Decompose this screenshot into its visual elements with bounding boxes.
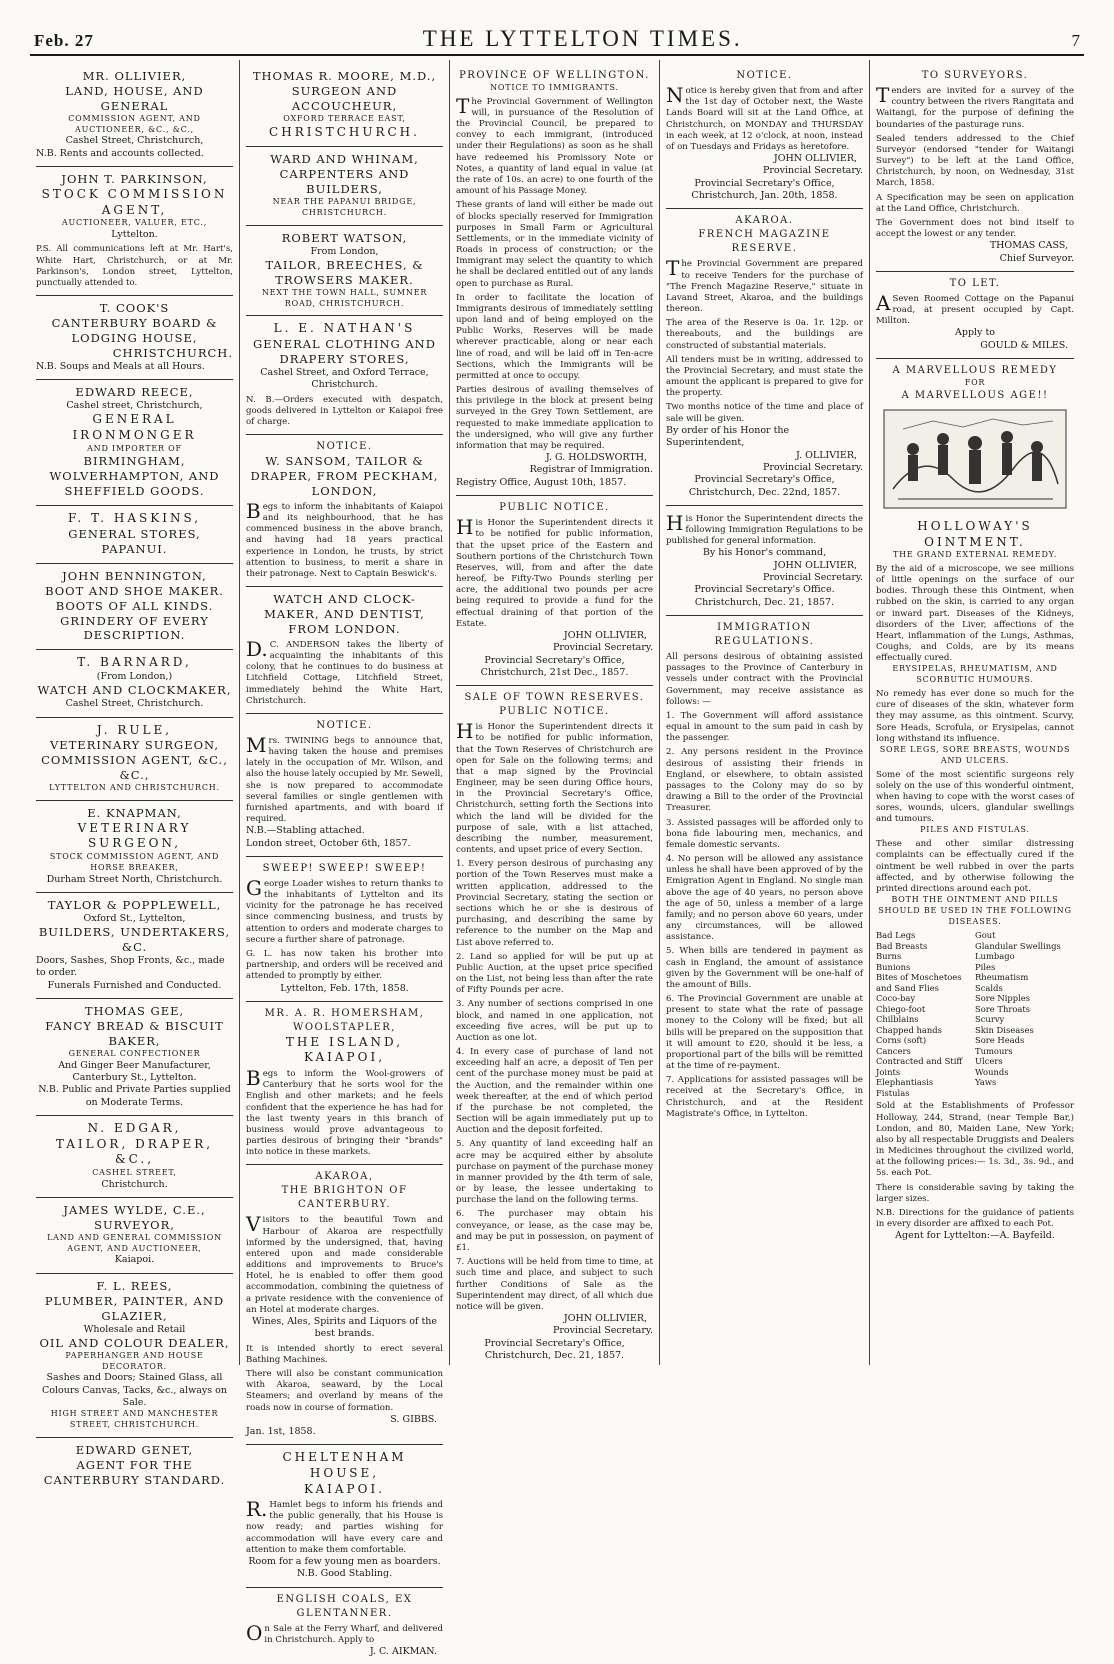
notice-text: Parties desirous of availing themselves of this privilege in the block at present being surveyed in the Grey Town Settlement, are requested to make immediate application to the undersigned, who will give any further information that may be required.: [456, 385, 653, 451]
notice-sale-reserves: [456, 686, 653, 1368]
ad-note: N.B. Good Stabling.: [296, 1568, 393, 1580]
list-item: Fistulas: [876, 1087, 910, 1098]
ad-olivier: [36, 64, 233, 167]
list-item: Bad Breasts: [876, 940, 928, 951]
engraving-illustration: [883, 409, 1067, 509]
ad-subheading: PILES AND FISTULAS.: [920, 825, 1030, 835]
notice-signature-title: Provincial Secretary.: [762, 572, 863, 584]
ad-trade: STOCK COMMISSION AGENT,: [41, 187, 228, 217]
notice-public: [456, 496, 653, 686]
ad-name: TAYLOR & POPPLEWELL,: [47, 897, 222, 912]
page-header: [30, 26, 1084, 56]
ad-address: Cashel Street, and Oxford Terrace, Christchurch.: [260, 366, 429, 391]
ad-line: Room for a few young men as boarders.: [248, 1556, 441, 1567]
ad-name: N. EDGAR,: [87, 1121, 182, 1136]
list-item: Sore Nipples: [975, 993, 1031, 1004]
ad-town: CHRISTCHURCH.: [269, 124, 420, 139]
notice-text: 1. Every person desirous of purchasing any portion of the Town Reserves must make a written application, addressed to the Provincial Secretary, stating the section or sections which he or she is desirous of purchasing, and describing the same by reference to the number on the Map and List above referred to.: [456, 859, 653, 948]
ad-address: Canterbury St., Lyttelton.: [72, 1072, 197, 1083]
notice-signature-title: Registrar of Immigration.: [529, 464, 653, 476]
list-item: Scalds: [975, 982, 1003, 993]
ad-trade: BUILDERS, UNDERTAKERS, &C.: [38, 925, 231, 955]
ad-edgar: [36, 1116, 233, 1198]
ad-trade: VETERINARY SURGEON, COMMISSION AGENT, &C., &C.,: [41, 738, 228, 783]
ad-heading: SWEEP! SWEEP! SWEEP!: [262, 862, 427, 874]
list-item: Sore Throats: [975, 1003, 1031, 1014]
ad-gee: [36, 999, 233, 1116]
notice-text: 4. No person will be allowed any assistance unless he shall have been approved of by the Emigration Agent in England. No single man above the age of 40 years, no person above the age of 50, unless a member of a large family; and no person above 60 years, under any circumstances, will be allowed assistance.: [666, 854, 863, 943]
list-item: Scurvy: [975, 1014, 1005, 1025]
ad-name: WARD AND WHINAM,: [270, 152, 419, 167]
ad-rees: [36, 1274, 233, 1438]
ad-name: JAMES WYLDE, C.E.,: [63, 1202, 206, 1217]
notice-line: By order of his Honor the Superintendent,: [666, 424, 790, 449]
ad-trade: VETERINARY SURGEON,: [77, 820, 192, 851]
ad-trade: AGENT FOR THE CANTERBURY STANDARD.: [43, 1458, 226, 1487]
notice-text: His Honor the Superintendent directs it to be notified for public information, that the upset price of the Eastern and Southern portions of the Christchurch Town Reserves, will, from and after the date hereof, be Fifty-Two Pounds sterling per acre, the additional two pounds per acre being required to provide a fund for the effectual draining of that portion of the Estate.: [456, 515, 653, 629]
ad-subheading: THE GRAND EXTERNAL REMEDY.: [892, 550, 1058, 560]
ad-trade: SURGEON AND ACCOUCHEUR,: [291, 83, 398, 113]
ad-heading: WATCH AND CLOCK-MAKER, AND DENTIST, FROM LONDON.: [264, 592, 425, 636]
ad-name: EDWARD REECE,: [75, 385, 194, 400]
ad-nathan: [246, 316, 443, 435]
ad-moore: [246, 64, 443, 147]
list-item: Chiego-foot: [876, 1003, 926, 1014]
ad-name: MR. OLLIVIER,: [82, 69, 187, 83]
notice-date: Provincial Secretary's Office, Christchurch, Jan. 20th, 1858.: [691, 177, 838, 202]
ad-name: E. KNAPMAN,: [87, 805, 182, 820]
notice-signature: JOHN OLLIVIER,: [563, 629, 647, 641]
notice-subheading: PUBLIC NOTICE.: [499, 706, 610, 718]
notice-text: A Specification may be seen on application at the Land Office, Christchurch.: [876, 192, 1074, 214]
ad-subheading: THE BRIGHTON OF CANTERBURY.: [281, 1185, 408, 1211]
ad-role: STOCK COMMISSION AGENT, AND HORSE BREAKER,: [49, 851, 220, 872]
notice-text: These grants of land will either be made out of blocks specially reserved for Immigration purposes in Small Farm or Agricultural Settlements, or in the immediate vicinity of Roads in process of construction; or the Immigrant may select the quantity to which he shall be declared entitled out of any lands open to purchase as Rural.: [456, 200, 653, 289]
notice-heading: PUBLIC NOTICE.: [499, 502, 610, 514]
list-item: Yaws: [975, 1077, 997, 1088]
ad-heading: NOTICE.: [316, 719, 373, 731]
ad-line: OIL AND COLOUR DEALER,: [39, 1335, 230, 1350]
notice-signature-title: Chief Surveyor.: [999, 252, 1074, 264]
ad-note: Doors, Sashes, Shop Fronts, &c., made to order.: [36, 955, 225, 979]
ad-line: Wines, Ales, Spirits and Liquors of the best brands.: [251, 1315, 438, 1340]
notice-magazine: [666, 209, 863, 505]
column-1: [30, 60, 240, 1487]
ad-heading: MR. A. R. HOMERSHAM, WOOLSTAPLER,: [264, 1007, 425, 1033]
notice-signature-title: Provincial Secretary.: [762, 165, 863, 177]
ad-role: AND IMPORTER OF: [87, 443, 182, 453]
ad-address: NEAR THE PAPANUI BRIDGE,: [272, 197, 417, 207]
ad-name: J. RULE,: [96, 722, 173, 737]
ad-note: P.S. All communications left at Mr. Hart's, White Hart, Christchurch, or at Mr. Parkinson's, London street, Lyttelton, punctually attended to.: [36, 244, 233, 288]
ad-note: N.B.—Stabling attached.: [246, 825, 365, 837]
notice-text: 2. Land so applied for will be put up at Public Auction, at the upset price specified on the List, not being less than after the rate of Fifty Pounds per acre.: [456, 951, 653, 996]
notice-text: The Provincial Government are prepared to receive Tenders for the purchase of "The French Magazine Reserve," situate in Lavand Street, Akaroa, and the buildings thereon.: [666, 256, 863, 315]
ad-bennington: [36, 564, 233, 651]
ad-homersham: [246, 1002, 443, 1166]
ad-name: THOMAS GEE,: [84, 1004, 185, 1019]
list-item: Chapped hands: [876, 1024, 942, 1035]
ad-trade: FANCY BREAD & BISCUIT BAKER,: [45, 1018, 224, 1048]
notice-text: His Honor the Superintendent directs the following Immigration Regulations to be published for general information.: [666, 510, 863, 547]
ad-date: Jan. 1st, 1858.: [246, 1426, 316, 1438]
ad-taylor: [36, 893, 233, 999]
ad-rule: [36, 718, 233, 801]
notice-text: The Government does not bind itself to accept the lowest or any tender.: [876, 217, 1074, 240]
notice-text: 7. Applications for assisted passages will be received at the Secretary's Office, in Christchurch, and at the Resident Magistrate's Office, in Lyttelton.: [666, 1075, 863, 1119]
ad-note: Sashes and Doors; Stained Glass, all Colours Canvas, Tacks, &c., always on Sale.: [42, 1372, 227, 1409]
ad-name: HOLLOWAY'S OINTMENT.: [917, 518, 1033, 549]
ad-genet: [36, 1438, 233, 1494]
notice-text: 7. Auctions will be held from time to time, at such time and place, and subject to such further Conditions of Sale as the Superintendent may direct, of all which due notice will be given.: [456, 1257, 653, 1312]
ad-note: G. L. has now taken his brother into partnership, and orders will be received and attended to promptly by either.: [246, 948, 443, 982]
notice-text: All tenders must be in writing, addressed to the Provincial Secretary, and must state the amount the applicant is prepared to give for the property.: [666, 354, 863, 399]
list-item: Wounds: [975, 1066, 1009, 1077]
ad-name: ROBERT WATSON,: [281, 230, 408, 245]
ad-line: GRINDERY OF EVERY DESCRIPTION.: [60, 613, 209, 643]
ad-name: JOHN T. PARKINSON,: [61, 172, 208, 187]
notice-heading: TO SURVEYORS.: [921, 70, 1029, 81]
ad-line: Apply to: [955, 327, 995, 339]
ad-address: PAPANUI.: [101, 541, 168, 556]
ad-from: (From London,): [96, 670, 173, 682]
ad-coals: [246, 1588, 443, 1664]
ad-address: Lyttelton.: [111, 229, 158, 241]
ad-role: LAND AND GENERAL COMMISSION AGENT, AND AUCTIONEER,: [47, 1232, 222, 1253]
notice-wellington: [456, 64, 653, 496]
column-2: [240, 60, 450, 1658]
ad-tagline: A MARVELLOUS AGE!!: [901, 389, 1049, 401]
notice-heading: SALE OF TOWN RESERVES.: [464, 692, 645, 704]
ad-to-let: [876, 272, 1074, 359]
ad-cheltenham: [246, 1445, 443, 1587]
ad-name: F. L. REES,: [96, 1278, 173, 1293]
notice-line: By his Honor's command,: [702, 547, 827, 559]
ad-text: Begs to inform the Wool-growers of Canterbury that he sorts wool for the English and other markets; and he feels confident that the experience he has had for the last twenty years in this branch of business would prove advantageous to parties desirous of bringing their "brands" into notice in these markets.: [246, 1066, 443, 1158]
list-item: Bunions: [876, 961, 911, 972]
ad-heading: CHELTENHAM HOUSE,: [282, 1450, 407, 1480]
column-4: [660, 60, 870, 1365]
ad-text: There is considerable saving by taking the larger sizes.: [876, 1182, 1074, 1204]
list-item: Lumbago: [975, 951, 1015, 962]
ad-address: Cashel street, Christchurch,: [66, 400, 203, 412]
ad-subheading: BOTH THE OINTMENT AND PILLS SHOULD BE USED IN THE FOLLOWING DISEASES.: [878, 895, 1072, 926]
ad-address: Oxford St., Lyttelton,: [83, 912, 186, 924]
notice-date: Provincial Secretary's Office, Christchurch, 21st Dec., 1857.: [480, 654, 629, 678]
ad-address: Kaiapoi.: [114, 1254, 155, 1266]
list-item: Sore Heads: [975, 1035, 1025, 1046]
notice-signature-title: Provincial Secretary.: [762, 461, 863, 473]
list-item: Coco-bay: [876, 993, 916, 1004]
notice-text: 1. The Government will afford assistance equal in amount to the sum paid in cash by the passenger.: [666, 710, 863, 744]
ad-role: GENERAL CONFECTIONER: [68, 1048, 201, 1058]
ad-town: CHRISTCHURCH.: [301, 207, 387, 217]
ad-knapman: [36, 801, 233, 893]
disease-list: [876, 930, 1074, 1098]
ad-text: Visitors to the beautiful Town and Harbour of Akaroa are respectfully informed by the undersigned, that, having entered upon and made considerable additions and improvements to Bruce's Hotel, he is enabled to offer them good accommodation, combining the quietness of a private residence with the convenience of an Hotel at moderate charges.: [246, 1212, 443, 1315]
ad-watson: [246, 226, 443, 317]
ad-note: N.B. Soups and Meals at all Hours.: [36, 360, 205, 372]
ad-address: OXFORD TERRACE EAST,: [283, 113, 406, 123]
notice-surveyors: [876, 64, 1074, 272]
ad-trade: WATCH AND CLOCKMAKER,: [37, 683, 232, 698]
ad-heading: ENGLISH COALS, EX GLENTANNER.: [276, 1593, 413, 1619]
ad-name: T. COOK'S: [99, 301, 170, 316]
notice-text: His Honor the Superintendent directs it to be notified for public information, that the Town Reserves of Christchurch are open for Sale on the following terms; and that a map signed by the Provincial Engineer, may be seen during Office hours, in the Provincial Secretary's Office, Christchurch, setting forth the Sections into which the land will be divided for the purpose of sale, with a list attached, describing the number, measurement, contents, and upset price of every Section.: [456, 719, 653, 856]
list-item: Rheumatism: [975, 972, 1029, 983]
notice-text: 5. When bills are tendered in payment as cash in England, the amount of assistance given by the Government will be one-half of the amount of Bills.: [666, 946, 863, 990]
ad-place: THE ISLAND, KAIAPOI,: [285, 1034, 404, 1065]
ad-text: ASeven Roomed Cottage on the Papanui road, at present occupied by Capt. Millton.: [876, 290, 1074, 327]
notice-date: Provincial Secretary's Office, Christchurch, Dec. 22nd, 1857.: [688, 474, 841, 498]
notice-text: Tenders are invited for a survey of the country between the rivers Rangitata and Waitangi, for the purpose of defining the boundaries of the pasturage runs.: [876, 83, 1074, 130]
ad-heading: TO LET.: [949, 277, 1001, 289]
ad-wylde: [36, 1198, 233, 1274]
ad-place: KAIAPOI.: [303, 1481, 386, 1496]
ad-text: These and other similar distressing complaints can be effectually cured if the ointment be well rubbed in over the parts affected, and by otherwise following the printed directions around each pot.: [876, 839, 1074, 894]
ad-note: N.B. Public and Private Parties supplied on Moderate Terms.: [38, 1084, 231, 1108]
ad-heading: NOTICE.: [316, 441, 373, 453]
ad-trade: LAND, HOUSE, AND GENERAL: [65, 83, 204, 113]
page-number: 7: [1071, 31, 1080, 50]
notice-date: Registry Office, August 10th, 1857.: [456, 476, 627, 488]
ad-text: No remedy has ever done so much for the cure of diseases of the skin, whatever form they may assume, as this ointment. Scurvy, Sore Heads, Scrofula, or Erysipelas, cannot long withstand its influence.: [876, 689, 1074, 744]
notice-honor: [666, 506, 863, 616]
notice-text: The area of the Reserve is 0a. 1r. 12p. or thereabouts, and the buildings are constructed of substantial materials.: [666, 318, 863, 351]
ad-akaroa: [246, 1165, 443, 1445]
columns: [30, 60, 1084, 1658]
ad-heading: AKAROA,: [315, 1171, 374, 1183]
notice-signature: J. OLLIVIER,: [796, 449, 857, 461]
ad-agent: Agent for Lyttelton:—A. Bayfeild.: [895, 1230, 1055, 1242]
notice-subheading: FRENCH MAGAZINE RESERVE.: [698, 229, 831, 255]
list-item: Glandular Swellings: [975, 940, 1061, 951]
notice-signature-title: Provincial Secretary.: [552, 642, 653, 654]
ad-text: Mrs. TWINING begs to announce that, having taken the house and premises lately in the occupation of Mr. Wilson, and also the house lately occupied by Mr. Sewell, she is now prepared to accommodate several families or single gentlemen with furnished apartments, and with board if required.: [246, 732, 443, 825]
ad-note: N. B.—Orders executed with despatch, goods delivered in Lyttelton or Kaiapoi free of charge.: [246, 394, 443, 427]
issue-date: Feb. 27: [34, 31, 94, 50]
ad-holloway: [876, 359, 1074, 1249]
ad-line: BOOTS OF ALL KINDS.: [55, 598, 214, 613]
ad-barnard: [36, 650, 233, 717]
ad-trade: BOOT AND SHOE MAKER.: [45, 583, 224, 598]
ad-name: L. E. NATHAN'S: [273, 321, 416, 336]
ad-name: W. SANSOM, TAILOR & DRAPER, FROM PECKHAM, LONDON,: [250, 454, 439, 498]
ad-text: Sold at the Establishments of Professor Holloway, 244, Strand, (near Temple Bar,) London, and 80, Maiden Lane, New York; also by all respectable Druggists and Dealers in Medicines throughout the civilized world, at the following prices:— 1s. 3d., 3s. 9d., and 5s. each Pot.: [876, 1101, 1074, 1179]
list-item: Chilblains: [876, 1014, 919, 1025]
ad-banner: A MARVELLOUS REMEDY: [892, 365, 1058, 377]
ad-name: F. T. HASKINS,: [67, 511, 202, 526]
ad-trade: CARPENTERS AND BUILDERS,: [279, 167, 410, 197]
notice-signature: THOMAS CASS,: [989, 240, 1068, 252]
list-item: Tumours: [975, 1045, 1013, 1056]
notice-heading: AKAROA.: [735, 215, 794, 227]
list-item: Piles: [975, 961, 996, 972]
list-item: Gout: [975, 930, 996, 941]
ad-text: R.Hamlet begs to inform his friends and the public generally, that his House is now ready; and parties wishing for accommodation will have every care and attention to make them comfortable.: [246, 1497, 443, 1555]
masthead-title: THE LYTTELTON TIMES.: [422, 26, 743, 51]
ad-role: COMMISSION AGENT, AND AUCTIONEER, &C., &C.,: [68, 113, 201, 134]
notice-text: 2. Any persons resident in the Province desirous of assisting their friends in England, or elsewhere, to obtain assisted passages to the Colony may do so by drawing a Bill to the order of the Provincial Treasurer.: [666, 747, 863, 814]
notice-heading: NOTICE.: [736, 70, 793, 81]
ad-loader: [246, 857, 443, 1002]
ad-goods: BIRMINGHAM, WOLVERHAMPTON, AND SHEFFIELD GOODS.: [49, 454, 220, 499]
notice-signature: JOHN OLLIVIER,: [773, 559, 857, 571]
ad-date: London street, October 6th, 1857.: [246, 837, 411, 849]
notice-date: Provincial Secretary's Office, Christchurch, Dec. 21, 1857.: [484, 1337, 625, 1362]
ad-parkinson: [36, 167, 233, 296]
notice-text: Notice is hereby given that from and after the 1st day of October next, the Waste Lands Board will sit at the Land Office, at Christchurch, on MONDAY and THURSDAY in each week, at 12 o'clock, at noon, instead of on Tuesdays and Fridays as heretofore.: [666, 83, 863, 152]
notice-text: Sealed tenders addressed to the Chief Surveyor (endorsed "tender for Waitangi Survey") to be left at the Land Office, Christchurch, by noon, on Wednesday, 31st March, 1858.: [876, 133, 1074, 189]
notice-heading: IMMIGRATION REGULATIONS.: [714, 622, 815, 648]
notice-text: All persons desirous of obtaining assisted passages to the Province of Canterbury in vessels under contract with the Provincial Government, may receive assistance as follows: —: [666, 652, 863, 707]
ad-twining: [246, 714, 443, 857]
notice-heading: PROVINCE OF WELLINGTON.: [459, 70, 650, 81]
ad-address: Durham Street North, Christchurch.: [46, 873, 223, 885]
ad-address: Christchurch.: [101, 1178, 168, 1190]
ad-trade: TAILOR, BREECHES, & TROWSERS MAKER.: [265, 257, 424, 287]
ad-name: T. BARNARD,: [77, 655, 192, 670]
ad-line: There will also be constant communication with Akaroa, seaward, by the Local Steamers; and overland by means of the roads now in course of formation.: [246, 1368, 443, 1413]
notice-signature: J. G. HOLDSWORTH,: [545, 452, 647, 464]
notice-text: 5. Any quantity of land exceeding half an acre may be acquired either by absolute purchase on payment of the purchase money in manner provided by the 4th term of sale, or by lease, the lessee undertaking to purchase the land on the following terms.: [456, 1139, 653, 1206]
disease-list-right: [975, 930, 1074, 1098]
ad-role: PAPERHANGER AND HOUSE DECORATOR.: [65, 1350, 204, 1371]
list-item: Elephantiasis: [876, 1077, 934, 1088]
list-item: Ulcers: [975, 1056, 1003, 1067]
ad-text: N.B. Directions for the guidance of patients in every disorder are affixed to each Pot.: [876, 1207, 1074, 1230]
ad-name: JOHN BENNINGTON,: [62, 568, 207, 583]
ad-reece: [36, 380, 233, 506]
ad-address: CHRISTCHURCH.: [112, 345, 233, 360]
ad-haskins: [36, 506, 233, 563]
ad-text: Some of the most scientific surgeons rely solely on the use of this wonderful ointment, when having to cope with the worst cases of sores, wounds, ulcers, glandular swellings and tumours.: [876, 769, 1074, 825]
ad-ward: [246, 147, 443, 225]
list-item: Bad Legs: [876, 930, 916, 941]
ad-role: AUCTIONEER, VALUER, ETC.,: [61, 218, 208, 228]
ad-line: It is intended shortly to erect several Bathing Machines.: [246, 1343, 443, 1365]
ad-signature: S. GIBBS.: [390, 1413, 437, 1425]
ad-address: HIGH STREET AND MANCHESTER STREET, CHRISTCHURCH.: [50, 1409, 219, 1430]
ad-trade: GENERAL IRONMONGER: [72, 412, 197, 443]
list-item: Cancers: [876, 1045, 911, 1056]
ad-text: On Sale at the Ferry Wharf, and delivered in Christchurch. Apply to: [246, 1620, 443, 1645]
ad-text: By the aid of a microscope, we see millions of little openings on the surface of our bodies. Through these this Ointment, when rubbed on the skin, is carried to any organ or inward part. Diseases of the Kidneys, disorders of the Liver, affections of the Heart, inflammation of the Lungs, Asthmas, Coughs, and Colds, are by its means effectually cured.: [876, 563, 1074, 664]
ad-trade: SURVEYOR,: [94, 1217, 175, 1232]
notice-date: Provincial Secretary's Office. Christchurch, Dec. 21, 1857.: [694, 584, 835, 608]
list-item: Burns: [876, 951, 902, 962]
ad-date: Lyttelton, Feb. 17th, 1858.: [280, 982, 409, 994]
column-3: [450, 60, 660, 1365]
ad-trade: GENERAL STORES,: [68, 526, 201, 541]
notice-text: 6. The Provincial Government are unable at present to state what the rate of passage money to the Colony will be fixed; but all bills will be prepared on the supposition that it will amount to £20, should it be less, a proportional part of the bills will be remitted at the time of re-payment.: [666, 994, 863, 1072]
ad-text: Begs to inform the inhabitants of Kaiapoi and its neighbourhood, that he has commenced business in the above branch, and having had 18 years practical experience in London, he trusts, by strict attention to business, to merit a share in their patronage. Next to Captain Beswick's.: [246, 498, 443, 579]
column-5: [870, 60, 1080, 1365]
ad-trade: PLUMBER, PAINTER, AND GLAZIER,: [44, 1293, 225, 1323]
ad-trade: GENERAL CLOTHING AND DRAPERY STORES,: [253, 336, 436, 366]
ad-name: EDWARD GENET,: [75, 1443, 194, 1458]
ad-signature: J. C. AIKMAN.: [369, 1646, 437, 1658]
notice-signature-title: Provincial Secretary.: [552, 1325, 653, 1337]
ad-address: Cashel Street, Christchurch.: [65, 698, 204, 710]
notice-text: The Provincial Government of Wellington will, in pursuance of the Resolution of the Provincial Council, be prepared to convey to each immigrant, (introduced under their Regulations) as soon as he shall have redeemed his Promissory Note or Notes, a quantity of land equal in value (at the rate of 10s. an acre) to one fourth of the amount of his Passage Money.: [456, 93, 653, 197]
notice-text: Two months notice of the time and place of sale will be given.: [666, 402, 863, 424]
notice-waste-lands: [666, 64, 863, 209]
disease-list-left: [876, 930, 975, 1098]
notice-immigration: [666, 616, 863, 1126]
ad-text: D.C. ANDERSON takes the liberty of acquainting the inhabitants of this colony, that he continues to do business at Litchfield Cottage, Litchfield Street, immediately behind the White Hart, Christchurch.: [246, 636, 443, 706]
list-item: Bites of Moschetoes and Sand Flies: [876, 972, 962, 993]
ad-text: George Loader wishes to return thanks to the inhabitants of Lyttelton and its vicinity for the patronage he has received since commencing business, and trusts by attention to orders and moderate charges to secure a further share of patronage.: [246, 875, 443, 945]
ad-trade: CANTERBURY BOARD & LODGING HOUSE,: [51, 315, 218, 345]
ad-note: N.B. Rents and accounts collected.: [36, 147, 204, 159]
notice-signature: JOHN OLLIVIER,: [563, 1313, 647, 1325]
ad-address: Cashel Street, Christchurch,: [65, 135, 204, 147]
notice-text: 3. Any number of sections comprised in one block, and named in one application, not exceeding five acres, will be put up to Auction as one lot.: [456, 999, 653, 1043]
ad-subheading: SORE LEGS, SORE BREASTS, WOUNDS AND ULCERS.: [879, 744, 1071, 765]
ad-note: Funerals Furnished and Conducted.: [47, 979, 222, 991]
list-item: Skin Diseases: [975, 1024, 1034, 1035]
ad-trade: TAILOR, DRAPER, &C.,: [55, 1136, 214, 1167]
ad-address: NEXT THE TOWN HALL, SUMNER ROAD, CHRISTCHURCH.: [261, 287, 428, 308]
ad-line: And Ginger Beer Manufacturer,: [58, 1059, 211, 1071]
notice-text: In order to facilitate the location of Immigrants desirous of immediately settling upon land and of being employed on the Public Works, Reserves will be made wherever practicable, along or near each line of road, and will be laid off in Ten-acre Sections, which the Immigrants will be permitted at once to occupy.: [456, 292, 653, 381]
ad-line: Wholesale and Retail: [83, 1323, 186, 1335]
ad-sansom: [246, 435, 443, 587]
ad-cook: [36, 296, 233, 380]
notice-text: 6. The purchaser may obtain his conveyance, or lease, as the case may be, and may be put in possession, on payment of £1.: [456, 1209, 653, 1253]
ad-from: From London,: [310, 245, 379, 257]
ad-anderson: [246, 587, 443, 714]
ad-name: THOMAS R. MOORE, M.D.,: [252, 69, 437, 83]
ad-address: LYTTELTON AND CHRISTCHURCH.: [49, 783, 220, 792]
notice-subheading: NOTICE TO IMMIGRANTS.: [490, 83, 619, 92]
notice-text: 3. Assisted passages will be afforded only to bona fide labouring men, mechanics, and female domestic servants.: [666, 817, 863, 850]
ad-for: FOR: [964, 378, 986, 388]
ad-role: CASHEL STREET,: [92, 1167, 177, 1177]
list-item: Contracted and Stiff Joints: [876, 1056, 963, 1077]
ad-subheading: ERYSIPELAS, RHEUMATISM, AND SCORBUTIC HUMOURS.: [892, 664, 1058, 685]
notice-signature: JOHN OLLIVIER,: [773, 153, 857, 165]
notice-text: 4. In every case of purchase of land not exceeding half an acre, a deposit of Ten per cent of the purchase money must be paid at the Auction, and the remainder within one week thereafter, at the end of which period if the purchase be not completed, the Section will be again immediately put up to Auction and the deposit forfeited.: [456, 1047, 653, 1136]
list-item: Corns (soft): [876, 1035, 927, 1046]
ad-signature: GOULD & MILES.: [980, 339, 1068, 351]
